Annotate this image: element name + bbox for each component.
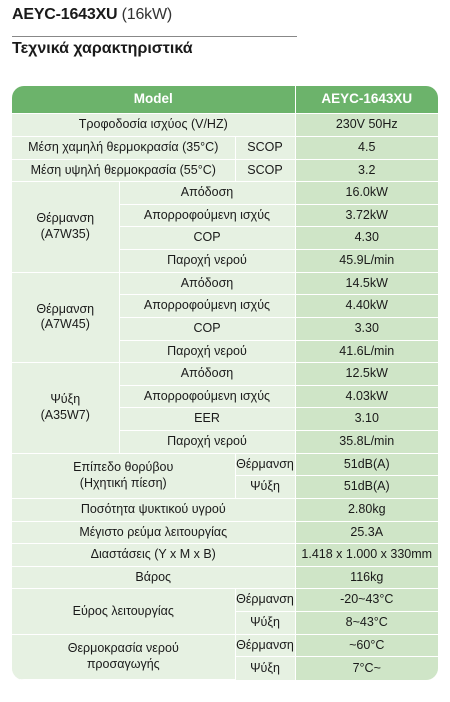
row-value: ~60°C — [295, 634, 438, 657]
row-value: 4.03kW — [295, 385, 438, 408]
header-model-value: AEYC-1643XU — [295, 86, 438, 114]
row-param: COP — [119, 317, 295, 340]
group-label-heat35 — [12, 182, 119, 273]
row-value: 3.10 — [295, 408, 438, 431]
group-label-line: (A7W45) — [40, 317, 90, 332]
row-param: EER — [119, 408, 295, 431]
row-value: 4.40kW — [295, 295, 438, 318]
row-value: 7°C~ — [295, 657, 438, 680]
row-label: Διαστάσεις (Υ x Μ x Β) — [12, 544, 295, 567]
spec-table-container — [12, 86, 438, 680]
row-param: Θέρμανση — [235, 589, 295, 612]
table-row — [12, 272, 438, 295]
row-param: Παροχή νερού — [119, 250, 295, 273]
row-param: Απόδοση — [119, 182, 295, 205]
row-value: 4.30 — [295, 227, 438, 250]
row-value: 51dB(A) — [295, 453, 438, 476]
table-row — [12, 544, 438, 567]
row-param: Ψύξη — [235, 657, 295, 680]
row-value: 2.80kg — [295, 498, 438, 521]
row-param: Παροχή νερού — [119, 340, 295, 363]
group-label-line: Ψύξη — [50, 392, 81, 407]
model-name: AEYC-1643XU — [12, 6, 118, 23]
row-param: Παροχή νερού — [119, 431, 295, 454]
header-model: Model — [12, 86, 295, 114]
row-value: 45.9L/min — [295, 250, 438, 273]
table-row — [12, 521, 438, 544]
row-value: 14.5kW — [295, 272, 438, 295]
group-label-line: Θερμοκρασία νερού — [67, 641, 179, 656]
product-title — [12, 6, 172, 24]
row-value: 3.72kW — [295, 204, 438, 227]
table-row — [12, 363, 438, 386]
group-label-line: (A7W35) — [40, 226, 90, 241]
table-row — [12, 634, 438, 657]
title-divider — [12, 36, 297, 37]
section-title: Τεχνικά χαρακτηριστικά — [12, 40, 193, 57]
row-param: Απόδοση — [119, 272, 295, 295]
table-header-row — [12, 86, 438, 114]
row-label: Μέγιστο ρεύμα λειτουργίας — [12, 521, 295, 544]
row-value: 41.6L/min — [295, 340, 438, 363]
table-row — [12, 453, 438, 476]
group-label-line: (A35W7) — [40, 407, 90, 422]
row-param: SCOP — [235, 136, 295, 159]
row-value: 25.3A — [295, 521, 438, 544]
row-value: 16.0kW — [295, 182, 438, 205]
group-label-water-temp — [12, 634, 235, 679]
row-value: 51dB(A) — [295, 476, 438, 499]
group-label-line: Επίπεδο θορύβου — [73, 460, 174, 475]
row-param: Απορροφούμενη ισχύς — [119, 385, 295, 408]
row-param: SCOP — [235, 159, 295, 182]
row-param: Απορροφούμενη ισχύς — [119, 204, 295, 227]
row-label: Βάρος — [12, 566, 295, 589]
row-label: Ποσότητα ψυκτικού υγρού — [12, 498, 295, 521]
row-value: 8~43°C — [295, 612, 438, 635]
row-param: Ψύξη — [235, 476, 295, 499]
group-label-line: προσαγωγής — [86, 656, 160, 671]
row-value: 35.8L/min — [295, 431, 438, 454]
row-label: Εύρος λειτουργίας — [12, 589, 235, 634]
row-value: 3.2 — [295, 159, 438, 182]
table-row — [12, 182, 438, 205]
table-row — [12, 136, 438, 159]
group-label-heat45 — [12, 272, 119, 363]
row-value: 3.30 — [295, 317, 438, 340]
group-label-line: Θέρμανση — [36, 211, 95, 226]
spec-table — [12, 86, 438, 680]
model-power: (16kW) — [121, 6, 173, 23]
row-param: Θέρμανση — [235, 634, 295, 657]
row-label: Μέση χαμηλή θερμοκρασία (35°C) — [12, 136, 235, 159]
row-param: Απορροφούμενη ισχύς — [119, 295, 295, 318]
row-value: 4.5 — [295, 136, 438, 159]
group-label-cool — [12, 363, 119, 454]
table-row — [12, 159, 438, 182]
table-row — [12, 589, 438, 612]
row-param: Ψύξη — [235, 612, 295, 635]
row-param: Απόδοση — [119, 363, 295, 386]
group-label-line: Θέρμανση — [36, 301, 95, 316]
row-value: -20~43°C — [295, 589, 438, 612]
table-row — [12, 566, 438, 589]
row-param: Θέρμανση — [235, 453, 295, 476]
row-value: 1.418 x 1.000 x 330mm — [295, 544, 438, 567]
row-label: Μέση υψηλή θερμοκρασία (55°C) — [12, 159, 235, 182]
row-value: 116kg — [295, 566, 438, 589]
group-label-line: (Ηχητική πίεση) — [79, 475, 167, 490]
table-row — [12, 114, 438, 137]
table-row — [12, 498, 438, 521]
row-value: 230V 50Hz — [295, 114, 438, 137]
row-value: 12.5kW — [295, 363, 438, 386]
group-label-noise — [12, 453, 235, 498]
row-param: COP — [119, 227, 295, 250]
row-label: Τροφοδοσία ισχύος (V/HZ) — [12, 114, 295, 137]
